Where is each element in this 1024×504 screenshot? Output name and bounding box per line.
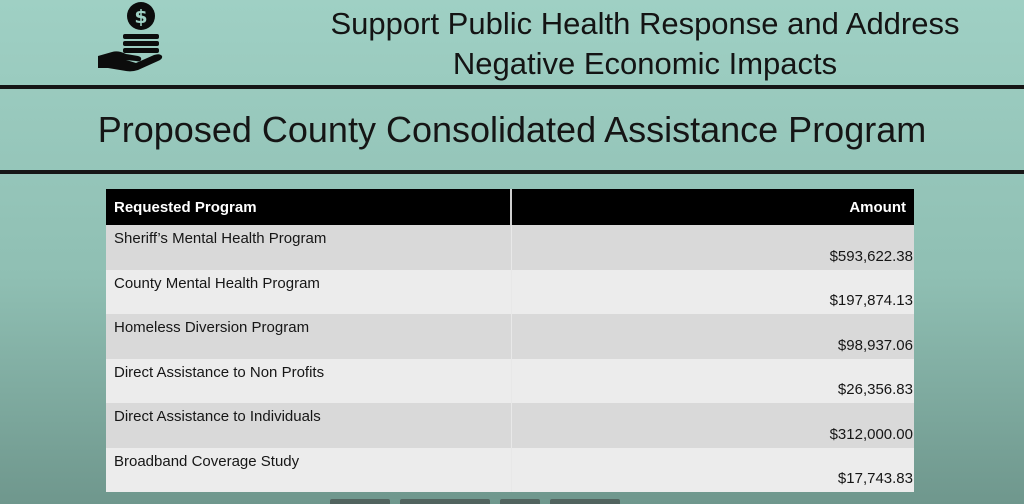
cropped-text-fragment [330, 494, 690, 504]
table-row [106, 270, 914, 315]
amount-cell: $26,356.83 [511, 359, 914, 404]
amount-cell: $197,874.13 [511, 270, 914, 315]
table-header-row [106, 189, 914, 225]
programs-table [106, 189, 914, 492]
program-cell: Homeless Diversion Program [106, 314, 511, 359]
column-header-program: Requested Program [106, 189, 511, 225]
table-row [106, 314, 914, 359]
program-cell: Direct Assistance to Non Profits [106, 359, 511, 404]
table-row [106, 359, 914, 404]
divider-bottom [0, 170, 1024, 174]
program-cell: Broadband Coverage Study [106, 448, 511, 493]
amount-cell: $312,000.00 [511, 403, 914, 448]
program-cell: Direct Assistance to Individuals [106, 403, 511, 448]
table-row [106, 225, 914, 270]
column-header-amount: Amount [511, 189, 914, 225]
table-row [106, 403, 914, 448]
table-row [106, 448, 914, 493]
header-title [270, 4, 1020, 84]
svg-text:$: $ [134, 6, 148, 28]
header-title-line2: Negative Economic Impacts [452, 46, 838, 81]
header-title-line1: Support Public Health Response and Address [330, 6, 960, 41]
amount-cell: $17,743.83 [511, 448, 914, 493]
divider-top [0, 85, 1024, 89]
amount-cell: $98,937.06 [511, 314, 914, 359]
hand-holding-coins-icon [96, 0, 166, 74]
amount-cell: $593,622.38 [511, 225, 914, 270]
program-cell: County Mental Health Program [106, 270, 511, 315]
program-cell: Sheriff’s Mental Health Program [106, 225, 511, 270]
page-subtitle: Proposed County Consolidated Assistance Program [97, 109, 927, 150]
